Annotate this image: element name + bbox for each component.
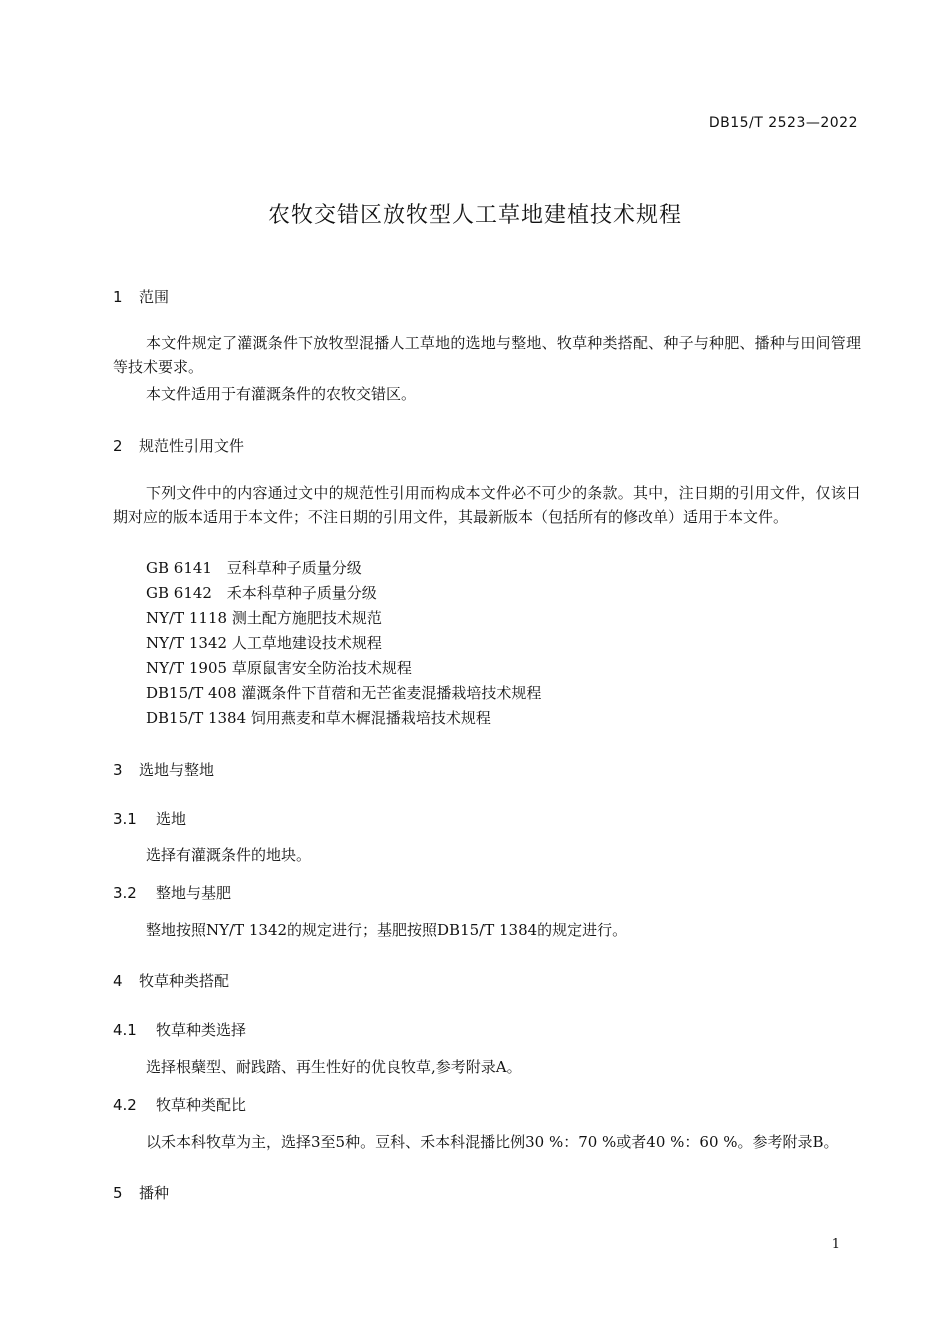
- reference-item: [146, 631, 382, 655]
- reference-code: GB 6142: [146, 584, 212, 602]
- reference-item: [146, 681, 541, 705]
- section-4-heading: [113, 970, 229, 991]
- document-title: 农牧交错区放牧型人工草地建植技术规程: [267, 203, 682, 228]
- reference-code: NY/T 1905: [146, 659, 228, 677]
- reference-name: 禾本科草种子质量分级: [226, 584, 377, 602]
- reference-name: 人工草地建设技术规程: [231, 634, 382, 652]
- subsection-number: 3.2: [113, 884, 137, 902]
- subsection-3-1-text: 选择有灌溉条件的地块。: [146, 846, 312, 864]
- reference-name: 饲用燕麦和草木樨混播栽培技术规程: [250, 709, 491, 727]
- section-5-heading: [113, 1182, 169, 1203]
- subsection-3-1-heading: [113, 808, 186, 829]
- subsection-number: 4.1: [113, 1021, 137, 1039]
- page-number: 1: [831, 1237, 840, 1252]
- subsection-title: 整地与基肥: [156, 884, 232, 902]
- reference-item: [146, 656, 412, 680]
- section-1-paragraph-1: 本文件规定了灌溉条件下放牧型混播人工草地的选地与整地、牧草种类搭配、种子与种肥、播种与田间管理等技术要求。: [113, 334, 861, 376]
- subsection-title: 牧草种类配比: [156, 1096, 247, 1114]
- reference-item: [146, 556, 362, 580]
- subsection-4-1-text: 选择根蘖型、耐践踏、再生性好的优良牧草,参考附录A。: [146, 1058, 522, 1076]
- subsection-3-2-text: 整地按照NY/T 1342的规定进行；基肥按照DB15/T 1384的规定进行。: [146, 921, 628, 939]
- reference-code: NY/T 1118: [146, 609, 228, 627]
- subsection-title: 牧草种类选择: [156, 1021, 247, 1039]
- section-1-paragraph-2: 本文件适用于有灌溉条件的农牧交错区。: [146, 385, 417, 403]
- section-title: 选地与整地: [139, 761, 215, 779]
- reference-name: 测土配方施肥技术规范: [231, 609, 382, 627]
- section-title: 牧草种类搭配: [139, 972, 230, 990]
- subsection-3-2-heading: [113, 882, 231, 903]
- section-2-paragraph-1: 下列文件中的内容通过文中的规范性引用而构成本文件必不可少的条款。其中，注日期的引用文件，仅该日期对应的版本适用于本文件；不注日期的引用文件，其最新版本（包括所有的修改单）适用于本文件。: [113, 484, 861, 526]
- document-code: DB15/T 2523—2022: [708, 115, 858, 131]
- reference-code: DB15/T 1384: [146, 709, 247, 727]
- reference-code: DB15/T 408: [146, 684, 237, 702]
- section-number: 2: [113, 437, 123, 455]
- reference-item: [146, 581, 377, 605]
- section-1-heading: [113, 286, 169, 307]
- section-title: 播种: [139, 1184, 170, 1202]
- subsection-title: 选地: [156, 810, 187, 828]
- subsection-4-2-text: 以禾本科牧草为主，选择3至5种。豆科、禾本科混播比例30 %：70 %或者40 %：60 %。参考附录B。: [146, 1133, 839, 1151]
- section-3-heading: [113, 759, 214, 780]
- reference-code: GB 6141: [146, 559, 212, 577]
- section-2-heading: [113, 435, 244, 456]
- reference-item: [146, 706, 491, 730]
- reference-code: NY/T 1342: [146, 634, 228, 652]
- section-number: 1: [113, 288, 123, 306]
- reference-name: 草原鼠害安全防治技术规程: [231, 659, 412, 677]
- section-number: 4: [113, 972, 123, 990]
- subsection-4-2-heading: [113, 1094, 246, 1115]
- reference-name: 灌溉条件下苜蓿和无芒雀麦混播栽培技术规程: [241, 684, 542, 702]
- subsection-4-1-heading: [113, 1019, 246, 1040]
- subsection-number: 4.2: [113, 1096, 137, 1114]
- section-title: 范围: [139, 288, 170, 306]
- reference-name: 豆科草种子质量分级: [226, 559, 362, 577]
- subsection-number: 3.1: [113, 810, 137, 828]
- section-title: 规范性引用文件: [139, 437, 245, 455]
- section-number: 5: [113, 1184, 123, 1202]
- section-number: 3: [113, 761, 123, 779]
- reference-item: [146, 606, 382, 630]
